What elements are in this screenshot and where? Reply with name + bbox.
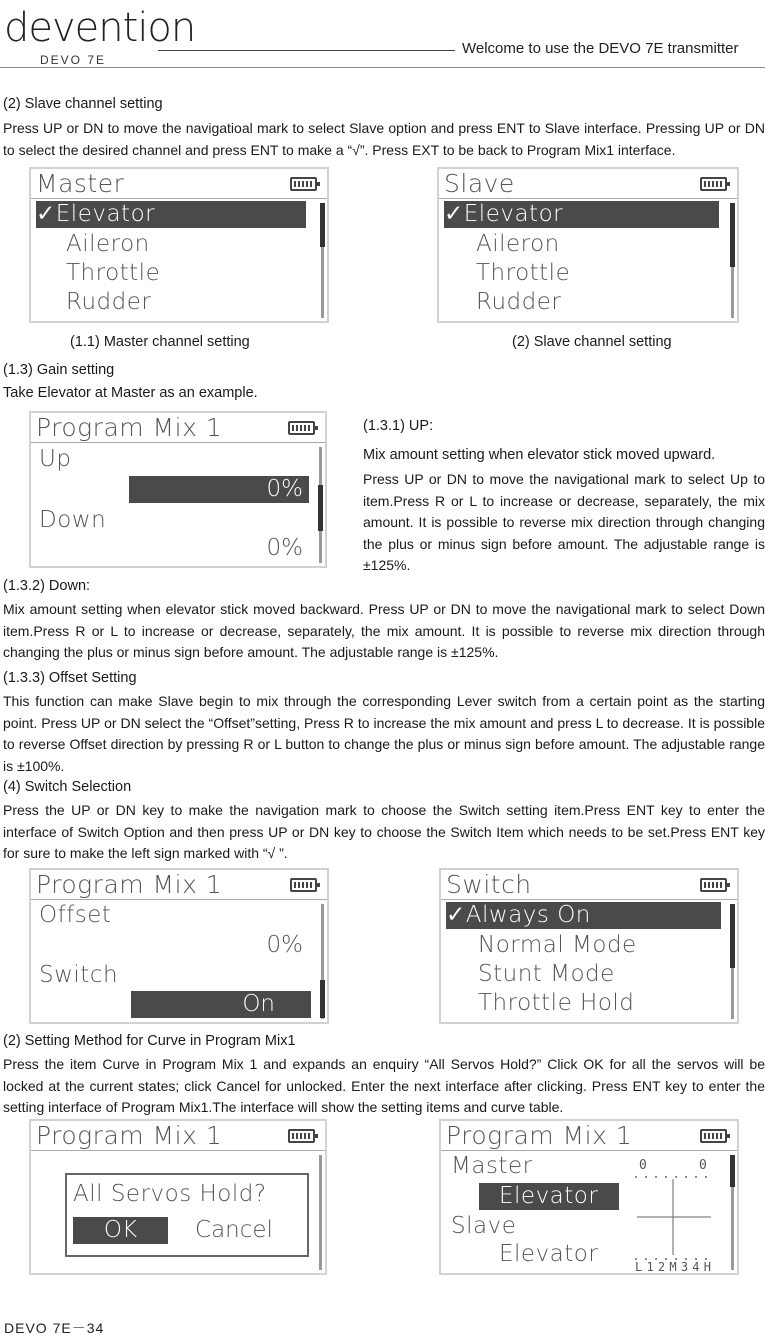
switch-value[interactable]: On (131, 991, 311, 1018)
header-divider (0, 67, 765, 68)
cancel-button[interactable]: Cancel (195, 1217, 273, 1243)
screen-title: Program Mix 1 (36, 870, 223, 899)
offset-body: This function can make Slave begin to mix through the corresponding Lever switch from a certain point as the starting point. Press UP or DN select the “Offset”setting, Press R to increase the mix amount and press L to decrease. It is possible to reverse Offset direction by pressing R or L button to change the plus or minus sign before amount. The adjustable range is ±100%. (3, 693, 765, 774)
up-line1: Mix amount setting when elevator stick moved upward. (363, 447, 716, 463)
switch-heading: (4) Switch Selection (3, 779, 132, 795)
title-separator (441, 1150, 737, 1151)
slave-screen (437, 167, 739, 323)
gain-heading: (1.3) Gain setting (3, 362, 115, 378)
curve-bottom-labels: L12M34H (635, 1260, 711, 1273)
up-value[interactable]: 0% (129, 476, 309, 503)
screen-title: Program Mix 1 (36, 413, 223, 442)
switch-body: Press the UP or DN key to make the navigation mark to choose the Switch setting item.Press ENT key to enter the interface of Switch Option and then press UP or DN key to choose the Switch Item which needs to be set.Press ENT key for sure to make the left sign marked with “√ ”. (3, 802, 765, 861)
title-separator (441, 899, 737, 900)
scrollbar-thumb[interactable] (320, 980, 325, 1018)
scrollbar-thumb[interactable] (730, 203, 735, 267)
list-item[interactable]: Throttle (476, 260, 571, 286)
offset-heading: (1.3.3) Offset Setting (3, 670, 137, 686)
down-body: Mix amount setting when elevator stick moved backward. Press UP or DN to move the navigational mark to select Down item.Press R or L to increase or decrease, separately, the mix amount. It is possible to reverse mix direction through changing the plus or minus sign before amount. The adjustable range is ±125%. (3, 601, 765, 660)
screen-title: Switch (446, 870, 532, 899)
scrollbar-thumb[interactable] (730, 904, 735, 968)
list-item[interactable]: Rudder (476, 289, 562, 315)
up-label: Up (39, 446, 72, 472)
hold-dialog (65, 1173, 309, 1257)
dialog-question: All Servos Hold? (73, 1181, 267, 1207)
scrollbar-track[interactable] (319, 1155, 322, 1270)
up-heading: (1.3.1) UP: (363, 418, 434, 434)
curve-top-right-label: 0 (699, 1158, 707, 1173)
curve-top-left-label: 0 (639, 1158, 647, 1173)
header-rule (158, 50, 455, 51)
title-separator (31, 442, 325, 443)
screen-title: Program Mix 1 (446, 1121, 633, 1150)
master-label: Master (451, 1153, 533, 1179)
gain-intro: Take Elevator at Master as an example. (3, 385, 258, 401)
switch-screen (439, 868, 739, 1024)
curve-table (633, 1155, 719, 1273)
ok-button[interactable]: OK (73, 1217, 168, 1244)
scrollbar-thumb[interactable] (318, 485, 323, 531)
gain-screen (29, 411, 327, 568)
master-screen (29, 167, 329, 323)
down-label: Down (39, 507, 107, 533)
page-number: DEVO 7E－34 (4, 1320, 105, 1335)
list-item[interactable]: Throttle Hold (478, 990, 635, 1016)
battery-icon (700, 177, 727, 191)
list-item-selected[interactable]: ✓Always On (446, 902, 721, 929)
scrollbar-thumb[interactable] (730, 1155, 735, 1187)
scrollbar-thumb[interactable] (320, 203, 325, 247)
battery-icon (290, 878, 317, 892)
brand-logo: devention (4, 5, 196, 51)
slave-body: Press UP or DN to move the navigatioal mark to select Slave option and press ENT to Slave interface. Pressing UP or DN to select the desired channel and press ENT to make a “√”. Press EXT to be back to Program Mix1 interface. (3, 120, 765, 158)
battery-icon (290, 177, 317, 191)
slave-value[interactable]: Elevator (499, 1241, 599, 1267)
list-item-selected[interactable]: ✓Elevator (444, 201, 719, 228)
battery-icon (700, 1129, 727, 1143)
hold-screen (29, 1119, 327, 1275)
offset-value[interactable]: 0% (266, 932, 303, 958)
battery-icon (288, 421, 315, 435)
curve-body: Press the item Curve in Program Mix 1 and expands an enquiry “All Servos Hold?” Click OK for all the servos will be locked at the current states; click Cancel for unlocked. Enter the next interface after clicking. Press ENT key to enter the setting interface of Program Mix1.The interface will show the setting items and curve table. (3, 1056, 765, 1115)
screen-title: Master (36, 169, 125, 198)
slave-heading: (2) Slave channel setting (3, 96, 163, 112)
caption-master: (1.1) Master channel setting (70, 334, 250, 350)
offset-switch-screen (29, 868, 329, 1024)
master-value[interactable]: Elevator (479, 1183, 619, 1210)
welcome-text: Welcome to use the DEVO 7E transmitter (462, 40, 739, 57)
caption-slave: (2) Slave channel setting (512, 334, 672, 350)
list-item-selected[interactable]: ✓Elevator (36, 201, 306, 228)
list-item[interactable]: Aileron (66, 231, 150, 257)
slave-label: Slave (451, 1213, 517, 1239)
list-item[interactable]: Normal Mode (478, 932, 637, 958)
list-item[interactable]: Throttle (66, 260, 161, 286)
battery-icon (288, 1129, 315, 1143)
list-item[interactable]: Stunt Mode (478, 961, 615, 987)
title-separator (31, 1150, 325, 1151)
title-separator (31, 198, 327, 199)
curve-heading: (2) Setting Method for Curve in Program Mix1 (3, 1033, 296, 1049)
list-item[interactable]: Aileron (476, 231, 560, 257)
switch-label: Switch (39, 962, 119, 988)
list-item[interactable]: Rudder (66, 289, 152, 315)
up-body: Press UP or DN to move the navigational mark to select Up to item.Press R or L to increase or decrease, separately, the mix amount. It is possible to reverse mix direction through changing the plus or minus sign before amount. The adjustable range is ±125%. (363, 471, 765, 573)
curve-screen (439, 1119, 739, 1275)
battery-icon (700, 878, 727, 892)
model-name: DEVO 7E (40, 53, 107, 67)
title-separator (439, 198, 737, 199)
down-heading: (1.3.2) Down: (3, 578, 91, 594)
offset-label: Offset (39, 902, 112, 928)
title-separator (31, 899, 327, 900)
screen-title: Slave (444, 169, 515, 198)
down-value[interactable]: 0% (266, 535, 303, 561)
screen-title: Program Mix 1 (36, 1121, 223, 1150)
